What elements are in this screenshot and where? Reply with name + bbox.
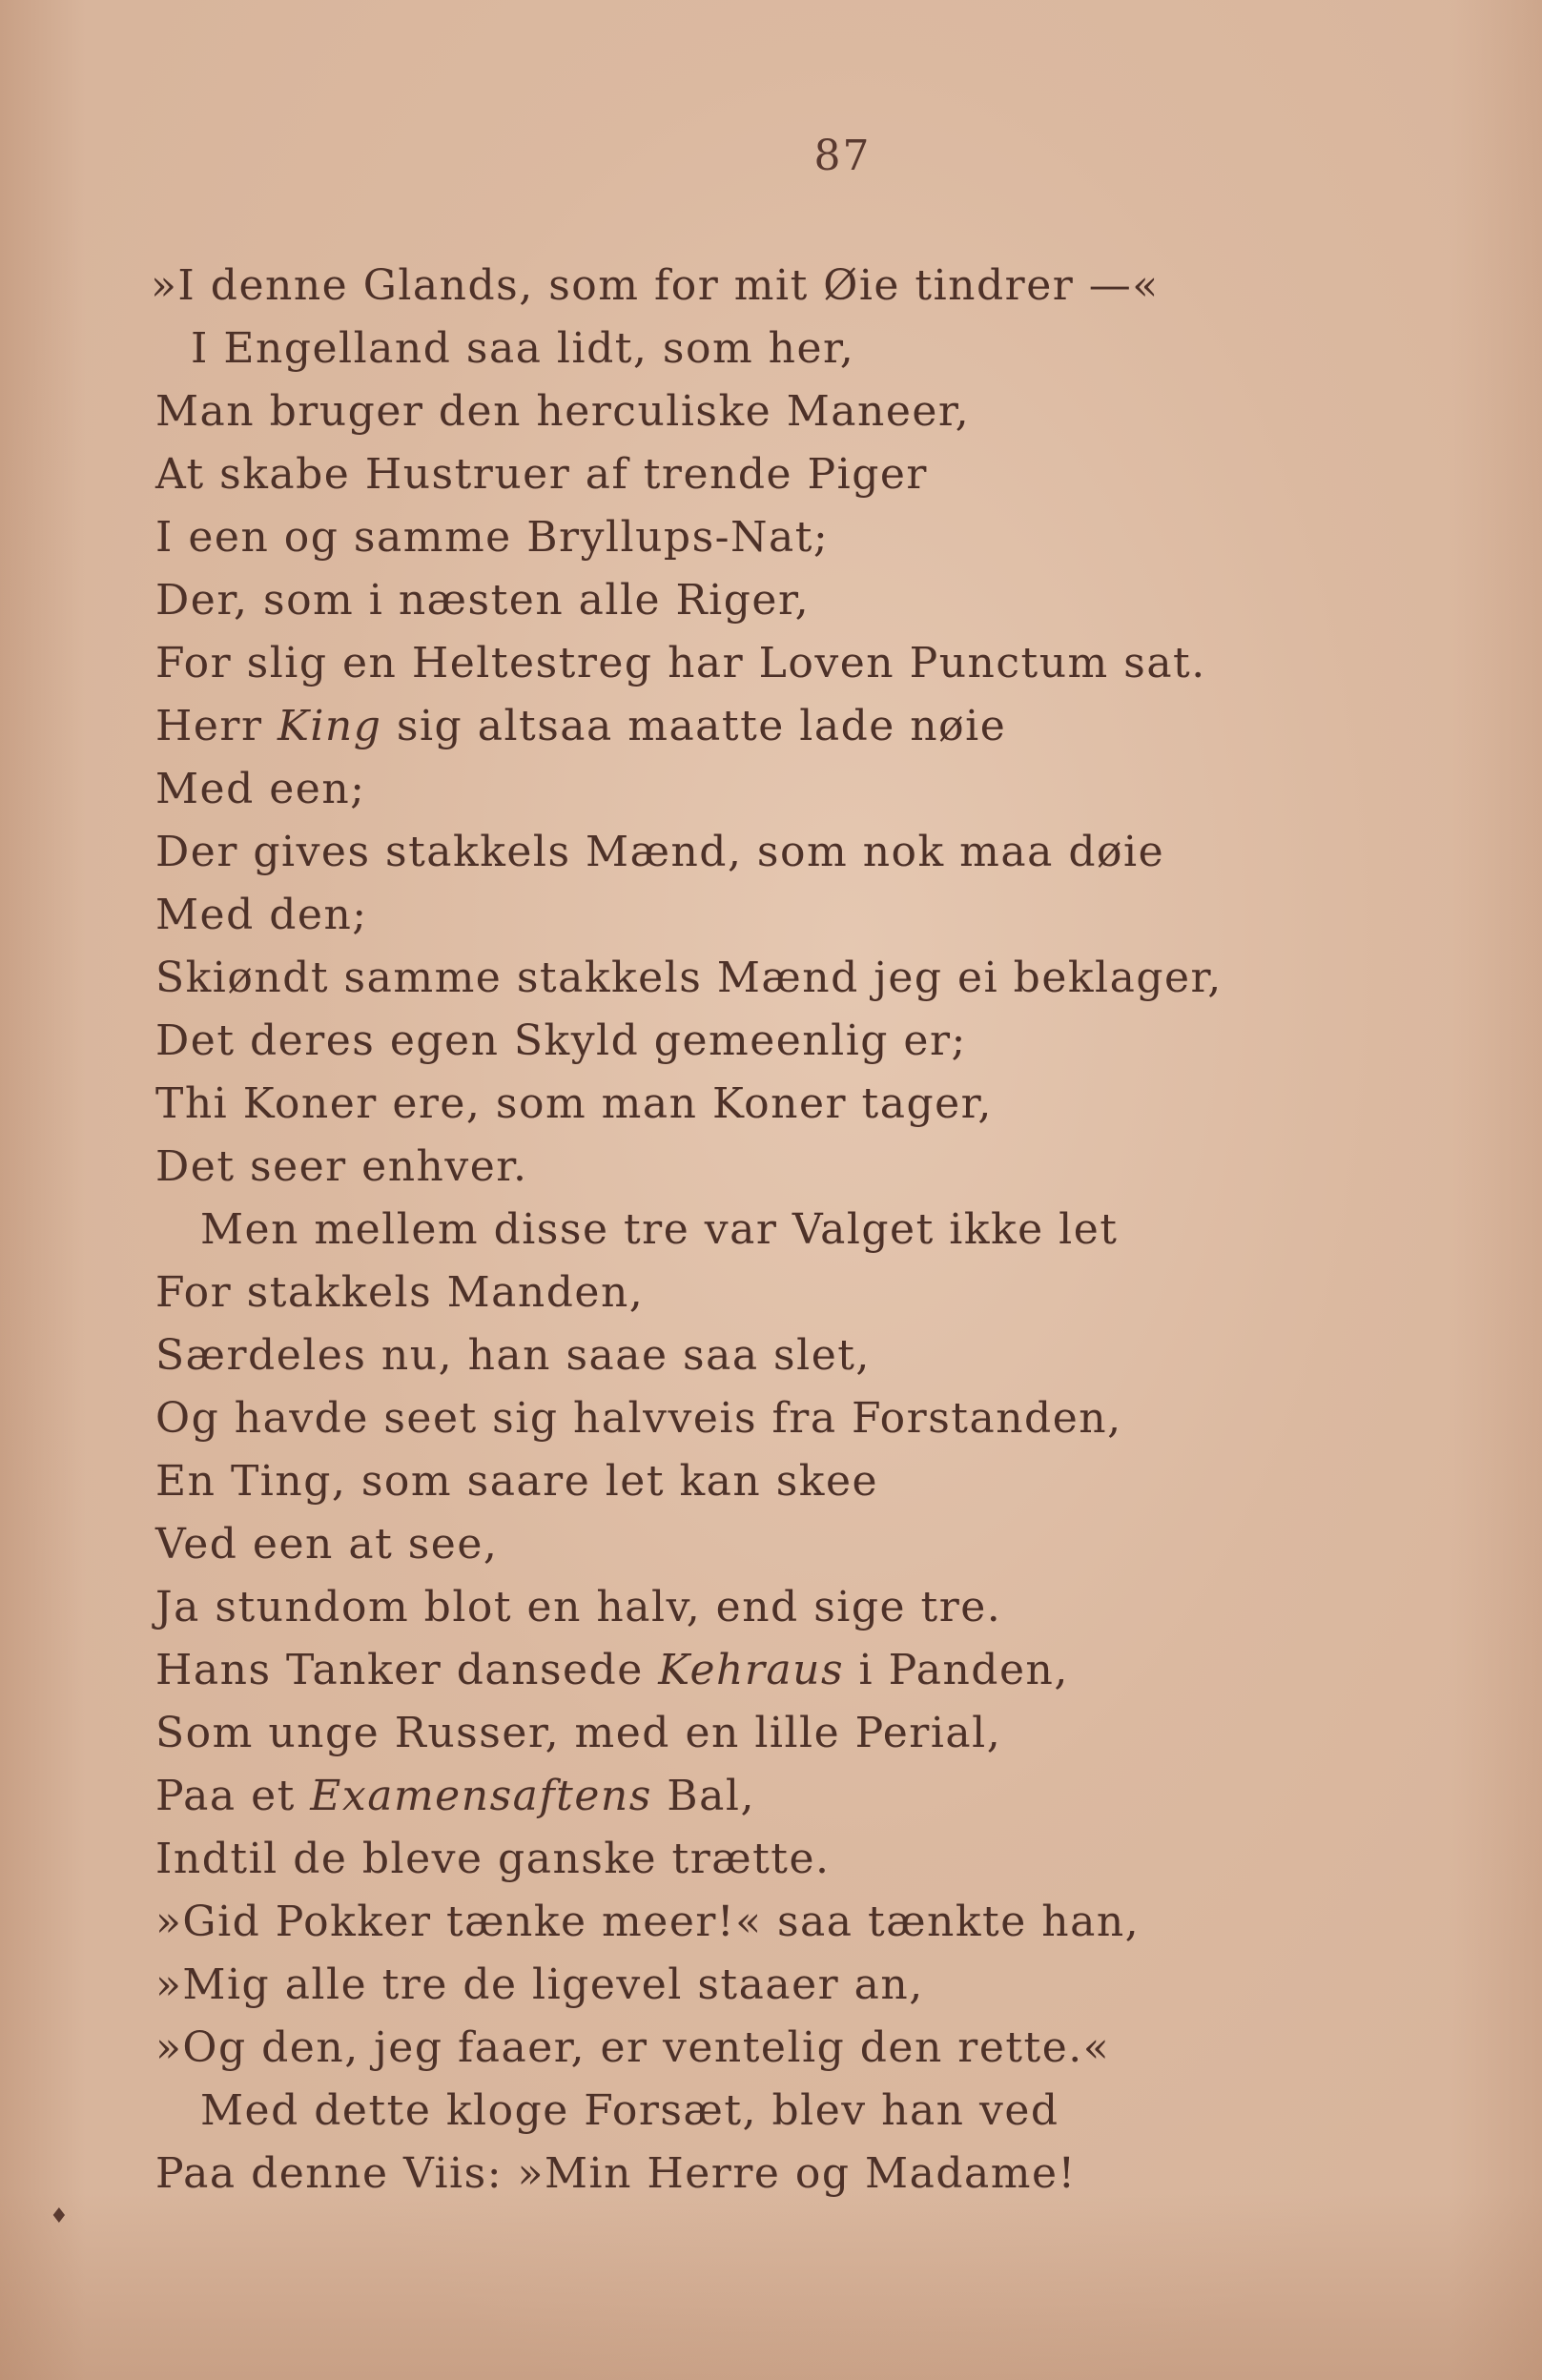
margin-mark: ♦ xyxy=(50,2205,69,2228)
poem-line xyxy=(155,1646,1069,1694)
poem-line: »Gid Pokker tænke meer!« saa tænkte han, xyxy=(155,1898,1141,1946)
poem-line: Der, som i næsten alle Riger, xyxy=(155,576,811,625)
poem-line: Med een; xyxy=(155,765,366,813)
poem-line: Thi Koner ere, som man Koner tager, xyxy=(155,1079,993,1128)
poem-line: For slig en Heltestreg har Loven Punctum sat. xyxy=(155,639,1206,687)
line-text: sig altsaa maatte lade nøie xyxy=(381,702,1007,750)
poem-line: Skiøndt samme stakkels Mænd jeg ei beklager, xyxy=(155,954,1223,1002)
poem-line: »Og den, jeg faaer, er ventelig den rette.« xyxy=(155,2023,1111,2072)
poem-line: For stakkels Manden, xyxy=(155,1268,645,1317)
poem-line: En Ting, som saare let kan skee xyxy=(155,1457,879,1506)
poem-line: Det seer enhver. xyxy=(155,1142,528,1191)
poem-line: »Mig alle tre de ligevel staaer an, xyxy=(155,1960,924,2009)
line-text: Bal, xyxy=(651,1772,755,1820)
line-text: Hans Tanker dansede xyxy=(155,1646,659,1694)
italic-word: Kehraus xyxy=(658,1646,845,1694)
italic-word: Examensaftens xyxy=(310,1772,652,1820)
line-text: i Panden, xyxy=(844,1646,1069,1694)
poem-line: Det deres egen Skyld gemeenlig er; xyxy=(155,1016,967,1065)
poem-line: Der gives stakkels Mænd, som nok maa døie xyxy=(155,828,1165,876)
poem-line xyxy=(155,702,1007,750)
line-text: Herr xyxy=(155,702,278,750)
poem-line: I een og samme Bryllups-Nat; xyxy=(155,513,830,562)
poem-line: I Engelland saa lidt, som her, xyxy=(191,324,855,373)
poem-line: At skabe Hustruer af trende Piger xyxy=(155,450,928,499)
poem-line: Man bruger den herculiske Maneer, xyxy=(155,387,971,436)
poem-line: »I denne Glands, som for mit Øie tindrer —« xyxy=(151,261,1160,310)
page-number: 87 xyxy=(813,132,872,180)
poem-line: Med dette kloge Forsæt, blev han ved xyxy=(200,2086,1059,2135)
poem-line: Ved een at see, xyxy=(155,1520,499,1569)
poem-line: Indtil de bleve ganske trætte. xyxy=(155,1835,831,1883)
poem-line: Ja stundom blot en halv, end sige tre. xyxy=(155,1583,1002,1631)
poem-line: Paa denne Viis: »Min Herre og Madame! xyxy=(155,2149,1077,2198)
poem-line: Og havde seet sig halvveis fra Forstanden, xyxy=(155,1394,1122,1443)
poem-line: Som unge Russer, med en lille Perial, xyxy=(155,1709,1002,1757)
italic-name: King xyxy=(277,702,382,750)
line-text: Paa et xyxy=(155,1772,311,1820)
poem-line: Men mellem disse tre var Valget ikke let xyxy=(200,1205,1119,1254)
poem-line: Særdeles nu, han saae saa slet, xyxy=(155,1331,871,1380)
poem-line xyxy=(155,1772,755,1820)
poem-line: Med den; xyxy=(155,891,368,939)
